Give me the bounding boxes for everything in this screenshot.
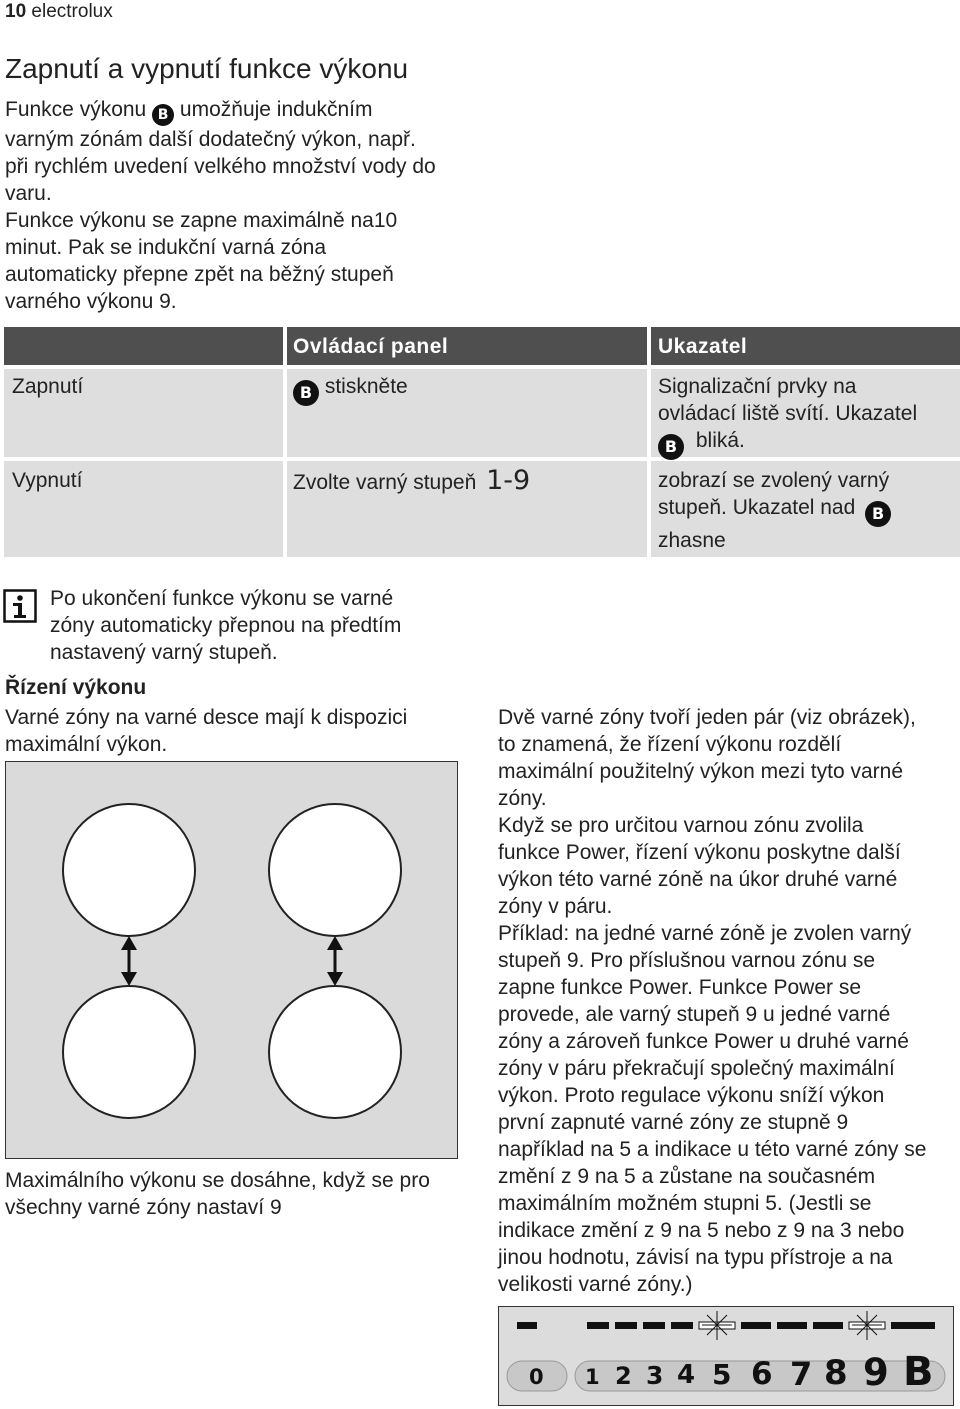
- digit-label: 9: [863, 1351, 889, 1394]
- para-line: Funkce výkonu se zapne maximálně na10: [5, 209, 398, 232]
- digit-label: 1: [585, 1365, 600, 1389]
- table-row-on-indicator: Signalizační prvky na ovládací liště svítí. Ukazatel B bliká.: [651, 369, 960, 457]
- bar-segment: [643, 1322, 665, 1329]
- digit-row: [499, 1347, 952, 1403]
- bar-segment: [517, 1322, 537, 1329]
- brand-name: electrolux: [31, 1, 113, 22]
- diagram-caption: Maximálního výkonu se dosáhne, když se pro všechny varné zóny nastaví 9: [5, 1169, 430, 1219]
- table-row-off-panel: Zvolte varný stupeň 1-9: [287, 461, 647, 557]
- digit-label: 2: [615, 1362, 632, 1390]
- table-row-off-label: Vypnutí: [4, 461, 283, 557]
- digit-label: 3: [646, 1361, 664, 1390]
- note-text: Po ukončení funkce výkonu se varné zóny automaticky přepnou na předtím nastavený varný stupeň.: [50, 587, 402, 664]
- flash-indicator-icon: [852, 1311, 882, 1340]
- power-b-icon: B: [865, 501, 891, 527]
- pair-arrow-right-icon: [327, 936, 343, 986]
- cooking-zone-bottom-left: [63, 986, 195, 1118]
- digit-label: 7: [790, 1355, 813, 1393]
- bar-segment: [813, 1322, 843, 1329]
- digit-label: 6: [751, 1356, 773, 1392]
- para-line: varným zónám další dodatečný výkon, např.: [5, 128, 416, 151]
- digit-label: 8: [824, 1353, 848, 1393]
- page-number: 10: [5, 1, 27, 22]
- power-b-icon: B: [658, 434, 684, 460]
- bar-segment: [777, 1322, 807, 1329]
- pair-arrow-left-icon: [121, 936, 137, 986]
- para-line: varu.: [5, 182, 52, 205]
- bar-segment: [587, 1322, 609, 1329]
- digit-label: B: [903, 1349, 934, 1395]
- table-header-indicator: Ukazatel: [651, 327, 960, 365]
- table-row-on-label: Zapnutí: [4, 369, 283, 457]
- section-intro: Varné zóny na varné desce mají k dispozici maximální výkon.: [5, 706, 408, 756]
- power-control-description: Dvě varné zóny tvoří jeden pár (viz obrázek), to znamená, že řízení výkonu rozdělí maximální použitelný výkon mezi tyto varné zóny. Když se pro určitou varnou zónu zvolila funkce Power, řízení výkonu poskytne další výkon této varné zóně na úkor druhé varné zóny v páru. Příklad: na jedné varné zóně je zvolen varný stupeň 9. Pro příslušnou varnou zónu se zapne funkce Power. Funkce Power se provede, ale varný stupeň 9 u jedné varné zóny a zároveň funkce Power u druhé varné zóny v páru překračují společný maximální výkon. Proto regulace výkonu sníží výkon první zapnuté varné zóny ze stupně 9 například na 5 a indikace u této varné zóny se změní z 9 na 5 a zůstane na současném maximálním možném stupni 5. (Jestli se indikace změní z 9 na 5 nebo z 9 na 3 nebo jinou hodnotu, závisí na typu přístroje a na velikosti varné zóny.): [498, 706, 927, 1296]
- control-strip-display: [498, 1306, 954, 1406]
- flash-indicator-icon: [702, 1311, 732, 1340]
- info-icon: [3, 589, 37, 623]
- cooking-zone-bottom-right: [269, 986, 401, 1118]
- power-b-icon: B: [293, 380, 319, 406]
- bar-segment: [741, 1322, 771, 1329]
- para-line: automaticky přepne zpět na běžný stupeň: [5, 263, 394, 286]
- para-line: Funkce výkonu B umožňuje indukčním: [5, 96, 475, 126]
- cooking-zone-top-left: [63, 804, 195, 936]
- table-header-empty: [4, 327, 283, 365]
- section-paragraph-power: [5, 96, 475, 315]
- para-line: minut. Pak se indukční varná zóna: [5, 236, 327, 259]
- hob-zones-svg: [6, 762, 456, 1157]
- section-title-power: Zapnutí a vypnutí funkce výkonu: [5, 53, 409, 84]
- bar-segment: [615, 1322, 637, 1329]
- table-row-off-indicator: zobrazí se zvolený varný stupeň. Ukazatel nad B zhasne: [651, 461, 960, 557]
- digit-label: 5: [712, 1358, 732, 1391]
- table-header-panel: Ovládací panel: [287, 327, 647, 365]
- digit-label: 0: [529, 1365, 544, 1389]
- section-title-power-control: Řízení výkonu: [5, 676, 147, 699]
- digit-label: 4: [677, 1360, 696, 1390]
- hob-diagram: [5, 761, 458, 1159]
- table-row-on-panel: B stiskněte: [287, 369, 647, 457]
- power-b-icon: B: [152, 104, 174, 126]
- para-line: varného výkonu 9.: [5, 290, 177, 313]
- para-line: při rychlém uvedení velkého množství vody do: [5, 155, 436, 178]
- bar-segment: [891, 1322, 935, 1329]
- bar-segment: [671, 1322, 693, 1329]
- page-header: [5, 0, 113, 24]
- cooking-zone-top-right: [269, 804, 401, 936]
- power-level-range: 1-9: [486, 465, 531, 496]
